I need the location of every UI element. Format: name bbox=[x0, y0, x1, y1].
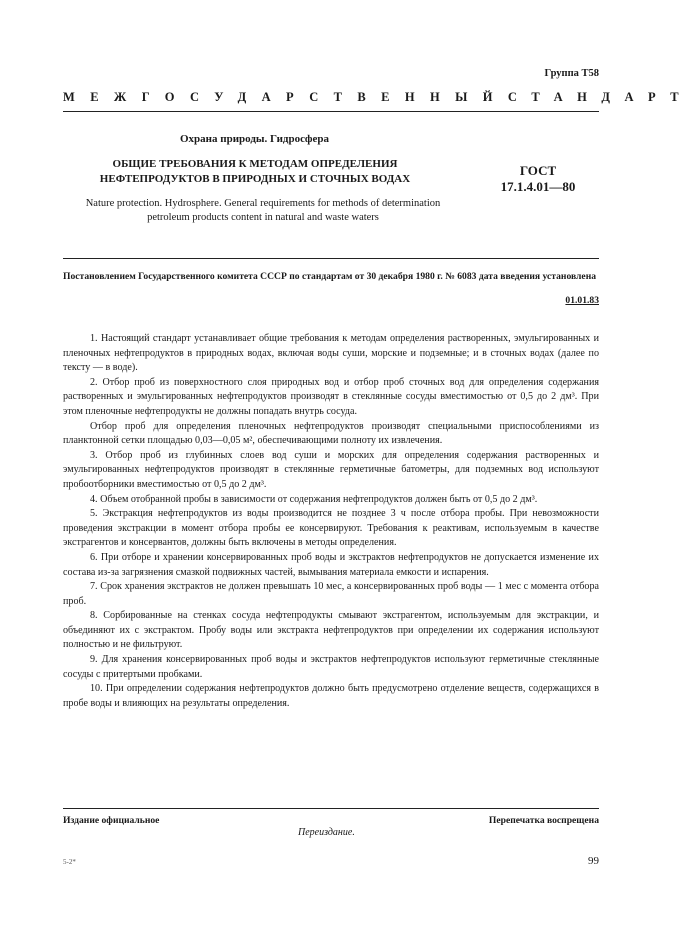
paragraph: 10. При определении содержания нефтепродуктов должно быть предусмотрено отделение веществ, содержащихся в пробе воды и влияющих на результаты определения. bbox=[63, 683, 599, 709]
paragraph: 6. При отборе и хранении консервированных проб воды и экстрактов нефтепродуктов не допускается изменение их состава из-за загрязнения смазкой подвижных частей, вымывания материала емкости и испарения. bbox=[63, 551, 599, 578]
official-edition: Издание официальное bbox=[63, 815, 160, 826]
english-title-line-1: Nature protection. Hydrosphere. General requirements for methods of determination bbox=[85, 198, 441, 209]
paragraph: 4. Объем отобранной пробы в зависимости от содержания нефтепродуктов должен быть от 0,5 до 2 дм³. bbox=[90, 493, 538, 505]
paragraph: 3. Отбор проб из глубинных слоев вод суши и морских для определения содержания растворенных и эмульгированных нефтепродуктов производят в стеклянные герметичные батометры, для подземных вод используют пробоотборники вместимостью от 0,5 до 2 дм³. bbox=[63, 449, 599, 490]
title-rule bbox=[63, 258, 599, 259]
standard-body bbox=[63, 332, 599, 711]
footer-rule bbox=[63, 808, 599, 809]
english-title-line-2: petroleum products content in natural and waste waters bbox=[147, 212, 379, 223]
paragraph: 8. Сорбированные на стенках сосуда нефтепродукты смывают экстрагентом, используемым для экстракции, и объединяют их с экстрактом. Пробу воды или экстракта нефтепродуктов при определении их содержания используют полностью и не фильтруют. bbox=[63, 610, 599, 651]
gost-designation bbox=[488, 163, 588, 195]
document-title bbox=[80, 157, 430, 187]
page-number: 99 bbox=[588, 855, 599, 867]
paragraph: 1. Настоящий стандарт устанавливает общие требования к методам определения растворенных, эмульгированных и пленочных нефтепродуктов в природных водах, включая воды суши, морские и подземные; и в сточных водах (далее по тексту — в воде). bbox=[63, 333, 599, 374]
group-code: Группа Т58 bbox=[544, 68, 599, 79]
effective-date: 01.01.83 bbox=[565, 295, 599, 306]
header-rule bbox=[63, 111, 599, 112]
banner-interstate: МЕЖГОСУДАРСТВЕННЫЙ bbox=[63, 90, 508, 104]
decree-text: Постановлением Государственного комитета СССР по стандартам от 30 декабря 1980 г. № 6083 дата введения установлена bbox=[63, 271, 597, 282]
gost-number: 17.1.4.01—80 bbox=[500, 179, 576, 194]
subtitle: Охрана природы. Гидросфера bbox=[180, 133, 329, 145]
paragraph: 7. Срок хранения экстрактов не должен превышать 10 мес, а консервированных проб воды — 1 мес с момента отбора проб. bbox=[63, 581, 599, 607]
paragraph: 9. Для хранения консервированных проб воды и экстрактов нефтепродуктов используют герметичные стеклянные сосуды с притертыми пробками. bbox=[63, 654, 599, 680]
print-code: 5-2* bbox=[63, 858, 76, 866]
reprint-prohibited: Перепечатка воспрещена bbox=[488, 815, 599, 826]
reissue-note: Переиздание. bbox=[298, 827, 355, 838]
paragraph: Отбор проб для определения пленочных нефтепродуктов производят специальными приспособлениями из планктонной сетки площадью 0,03—0,05 м², обеспечивающими полноту их извлечения. bbox=[63, 420, 599, 447]
gost-label: ГОСТ bbox=[519, 163, 557, 178]
title-line-2: НЕФТЕПРОДУКТОВ В ПРИРОДНЫХ И СТОЧНЫХ ВОДАХ bbox=[99, 173, 411, 185]
paragraph: 2. Отбор проб из поверхностного слоя природных вод и отбор проб сточных вод для определения содержания растворенных и эмульгированных нефтепродуктов производят в стеклянные сосуды вместимостью от 0,5 до 2 дм³. При этом пленочные нефтепродукты не должны попадать внутрь сосуда. bbox=[63, 376, 599, 417]
standard-banner bbox=[63, 90, 693, 105]
paragraph: 5. Экстракция нефтепродуктов из воды производится не позднее 3 ч после отбора пробы. При невозможности проведения экстракции в момент отбора пробы ее консервируют. Требования к реактивам, используемым в качестве экстрагентов и консервантов, должны быть включены в методы определения. bbox=[63, 508, 599, 549]
english-title bbox=[68, 197, 458, 225]
banner-standard: СТАНДАРТ bbox=[507, 90, 693, 104]
title-line-1: ОБЩИЕ ТРЕБОВАНИЯ К МЕТОДАМ ОПРЕДЕЛЕНИЯ bbox=[112, 158, 398, 170]
